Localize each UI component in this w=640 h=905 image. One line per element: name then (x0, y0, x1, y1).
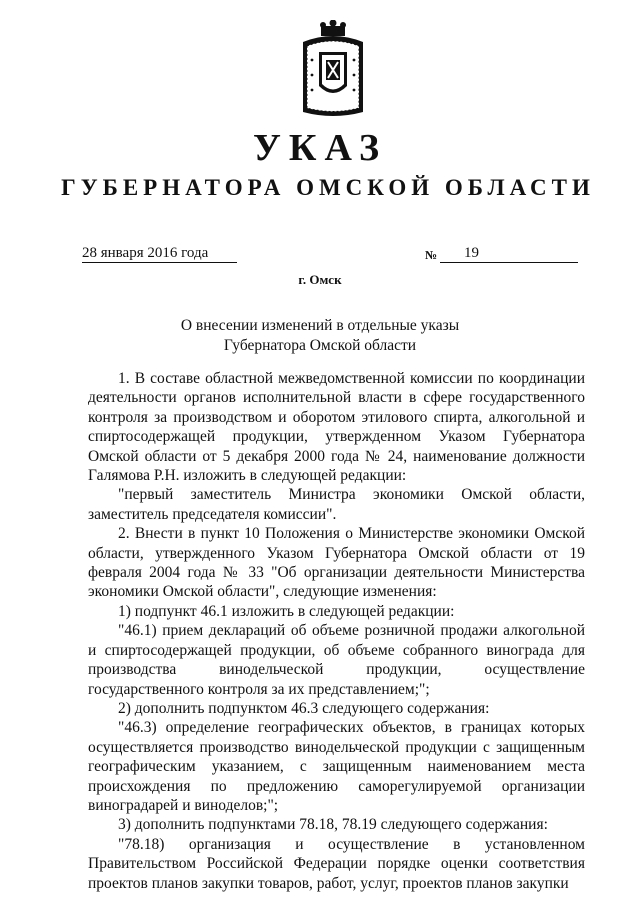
paragraph: "78.18) организация и осуществление в установленном Правительством Российской Федерации порядке оценки соответствия проектов планов закупки товаров, работ, услуг, проектов планов закупки (88, 835, 585, 892)
paragraph: 2. Внести в пункт 10 Положения о Министерстве экономики Омской области, утвержденного Указом Губернатора Омской области от 19 февраля 2004 года № 33 "Об организации деятельности Министерства экономики Омской области", следующие изменения: (88, 525, 585, 601)
paragraph: 1. В составе областной межведомственной комиссии по координации деятельности органов исполнительной власти в сфере государственного контроля за производством и оборотом этилового спирта, алкогольной и спиртосодержащей продукции, утвержденном Указом Губернатора Омской области от 5 декабря 2000 года № 24, наименование должности Галямова Р.Н. изложить в следующей редакции: (88, 370, 585, 485)
paragraph: "46.1) прием деклараций об объеме розничной продажи алкогольной и спиртосодержащей продукции, об объеме собранного винограда для производства винодельческой продукции, осуществление государственного контроля за их представлением;"; (88, 622, 585, 698)
document-title: УКАЗ (253, 127, 387, 169)
paragraph: 3) дополнить подпунктами 78.18, 78.19 следующего содержания: (118, 816, 548, 834)
city: г. Омск (298, 272, 342, 287)
document-body (88, 369, 585, 893)
paragraph: "первый заместитель Министра экономики Омской области, заместитель председателя комиссии". (88, 486, 585, 523)
paragraph: 2) дополнить подпунктом 46.3 следующего содержания: (118, 699, 490, 717)
number-label: № (425, 248, 438, 262)
document-subtitle: ГУБЕРНАТОРА ОМСКОЙ ОБЛАСТИ (61, 175, 595, 200)
paragraph: "46.3) определение географических объектов, в границах которых осуществляется производство винодельческой продукции с защищенным географическим указанием, с защищенным наименованием места происхождения по предложению саморегулируемой организации виноградарей и виноделов;"; (88, 719, 585, 814)
document-date: 28 января 2016 года (82, 244, 237, 263)
document-number: 19 (440, 244, 578, 263)
subject-line: О внесении изменений в отдельные указы (180, 317, 460, 334)
subject-line: Губернатора Омской области (223, 337, 417, 354)
omsk-coat-of-arms-emblem (293, 20, 373, 120)
subject (0, 316, 640, 356)
paragraph: 1) подпункт 46.1 изложить в следующей редакции: (118, 602, 455, 620)
